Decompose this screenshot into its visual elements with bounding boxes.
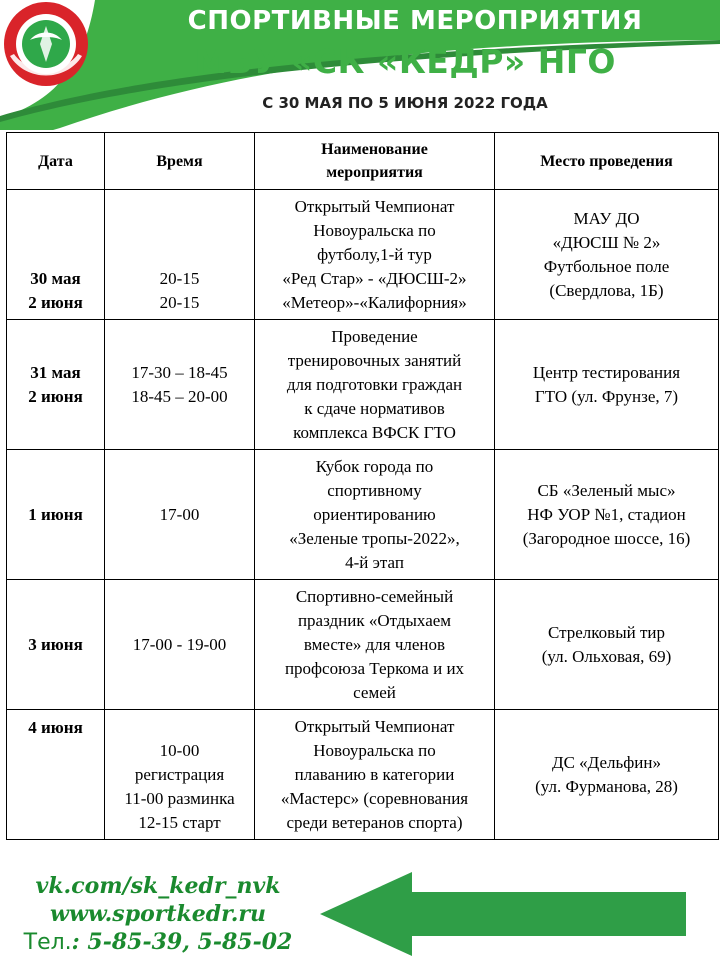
name-line: комплекса ВФСК ГТО [293, 422, 456, 442]
time-line: 12-15 старт [138, 813, 221, 832]
date-line: 31 мая [30, 362, 81, 382]
time-line: 10-00 [159, 741, 200, 760]
place-line: ГТО (ул. Фрунзе, 7) [534, 386, 679, 406]
row-time [105, 580, 255, 710]
time-line: 20-15 [159, 269, 200, 288]
date-line: 4 июня [28, 718, 83, 737]
row-time [105, 450, 255, 580]
date-range-subtitle: С 30 МАЯ ПО 5 ИЮНЯ 2022 ГОДА [262, 94, 548, 112]
website-link[interactable]: www.sportkedr.ru [50, 901, 266, 927]
row-place [495, 320, 719, 450]
title-line2: МБУ «СК «КЕДР» НГО [194, 42, 616, 81]
row-date [7, 710, 105, 840]
row-date [7, 320, 105, 450]
date-line: 2 июня [28, 293, 83, 312]
row-place [495, 190, 719, 320]
place-line: Стрелковый тир [548, 622, 665, 642]
name-line: тренировочных занятий [287, 350, 462, 370]
place-line: (ул. Фурманова, 28) [535, 776, 678, 796]
name-line: плаванию в категории [294, 764, 455, 784]
name-line: Новоуральска по [313, 220, 436, 240]
row-time [105, 710, 255, 840]
header [0, 0, 720, 130]
name-line: профсоюза Теркома и их [284, 658, 465, 678]
name-line: 4-й этап [345, 552, 404, 572]
footer-contacts [8, 872, 308, 957]
name-line: вместе» для членов [303, 634, 446, 654]
header-name [255, 133, 495, 190]
header-place: Место проведения [495, 133, 719, 190]
place-line: (Загородное шоссе, 16) [522, 528, 691, 548]
place-line: СБ «Зеленый мыс» [537, 480, 676, 500]
table-row [7, 580, 719, 710]
name-line: спортивному [327, 480, 422, 500]
row-event-name [255, 320, 495, 450]
name-line: для подготовки граждан [286, 374, 463, 394]
name-line: Открытый Чемпионат [294, 196, 455, 216]
name-line: праздник «Отдыхаем [297, 610, 452, 630]
time-line: регистрация [134, 765, 225, 784]
name-line: «Ред Стар» - «ДЮСШ-2» [282, 268, 467, 288]
row-event-name [255, 580, 495, 710]
name-line: семей [353, 682, 396, 702]
place-line: Футбольное поле [543, 256, 670, 276]
phone-line [8, 928, 308, 957]
row-place [495, 450, 719, 580]
place-line: НФ УОР №1, стадион [527, 504, 686, 524]
place-line: МАУ ДО [573, 208, 640, 228]
row-date [7, 450, 105, 580]
row-event-name [255, 190, 495, 320]
table-row [7, 710, 719, 840]
place-line: Центр тестирования [532, 362, 681, 382]
time-line: 11-00 разминка [124, 789, 235, 808]
name-line: Новоуральска по [313, 740, 436, 760]
time-line: 17-00 - 19-00 [132, 634, 227, 654]
place-line: (Свердлова, 1Б) [549, 280, 664, 300]
kedr-logo [0, 0, 92, 92]
table-row [7, 450, 719, 580]
table-header-row [7, 133, 719, 190]
name-line: «Метеор»-«Калифорния» [282, 292, 467, 312]
header-date: Дата [7, 133, 105, 190]
header-name-line1: Наименование [321, 141, 428, 158]
date-line: 2 июня [28, 386, 83, 406]
name-line: Кубок города по [315, 456, 434, 476]
row-event-name [255, 450, 495, 580]
name-line: Открытый Чемпионат [294, 716, 455, 736]
place-line: ДС «Дельфин» [552, 752, 661, 772]
date-line: 30 мая [30, 269, 81, 288]
name-line: ориентированию [313, 504, 436, 524]
name-line: Проведение [331, 326, 418, 346]
events-table [6, 132, 719, 840]
name-line: «Зеленые тропы-2022», [289, 528, 460, 548]
name-line: Спортивно-семейный [295, 586, 454, 606]
title-line1: СПОРТИВНЫЕ МЕРОПРИЯТИЯ [187, 6, 643, 36]
time-line: 18-45 – 20-00 [131, 386, 228, 406]
header-time: Время [105, 133, 255, 190]
row-time [105, 190, 255, 320]
row-event-name [255, 710, 495, 840]
time-line: 17-30 – 18-45 [131, 362, 228, 382]
row-time [105, 320, 255, 450]
place-line: «ДЮСШ № 2» [552, 232, 661, 252]
time-line: 20-15 [159, 293, 200, 312]
row-place [495, 710, 719, 840]
header-name-line2: мероприятия [326, 164, 423, 181]
date-line: 3 июня [28, 634, 83, 654]
table-row [7, 320, 719, 450]
phone-numbers: : 5-85-39, 5-85-02 [71, 929, 293, 955]
vk-link[interactable]: vk.com/sk_kedr_nvk [35, 873, 281, 899]
name-line: футболу,1-й тур [317, 244, 432, 264]
phone-label: Тел. [23, 930, 72, 955]
row-place [495, 580, 719, 710]
date-line: 1 июня [28, 504, 83, 524]
row-date [7, 580, 105, 710]
name-line: «Мастерс» (соревнования [280, 788, 469, 808]
arrow-left-icon [320, 872, 692, 956]
row-date [7, 190, 105, 320]
table-row [7, 190, 719, 320]
name-line: к сдаче нормативов [304, 398, 445, 418]
name-line: среди ветеранов спорта) [286, 812, 463, 832]
place-line: (ул. Ольховая, 69) [541, 646, 672, 666]
time-line: 17-00 [159, 504, 200, 524]
